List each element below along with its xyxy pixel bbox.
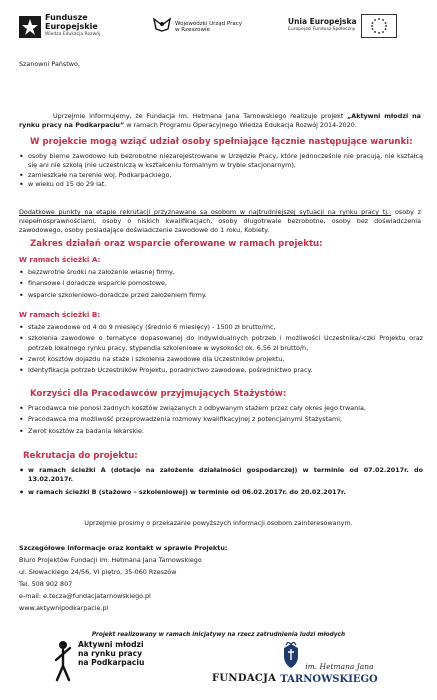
path-a-list xyxy=(19,268,423,300)
eligibility-heading: W projekcie mogą wziąć udział osoby spełniające łącznie następujące warunki: xyxy=(30,137,413,147)
ue-title: Unia Europejska xyxy=(288,17,357,26)
intro-text-1: Uprzejmie informujemy, że Fundacja im. Hetmana Jana Tarnowskiego realizuje projekt xyxy=(53,112,344,120)
project-logo-line-1: Aktywni młodzi xyxy=(78,640,144,649)
fe-subtitle: Wiedza Edukacja Rozwój xyxy=(45,32,101,37)
path-a-heading: W ramach ścieżki A: xyxy=(19,255,101,264)
fundusze-europejskie-logo xyxy=(19,14,100,40)
list-item: • w ramach ścieżki A (dotacje na założenie działalności gospodarczej) w terminie od 07.02.2017r. do 13.02.2017r. xyxy=(19,466,423,485)
request-text: Uprzejmie prosimy o przekazanie powyższych informacji osobom zainteresowanym. xyxy=(84,519,353,527)
project-logo-line-2: na rynku pracy xyxy=(78,649,143,658)
path-b-list xyxy=(19,323,423,375)
fundacja-im: im. Hetmana Jana xyxy=(305,662,374,671)
contact-email[interactable]: e-mail: e.tecza@fundacjatarnowskiego.pl xyxy=(19,592,151,600)
extra-points-rest: osoby z niepełnosprawnościami, osoby o niskich kwalifikacjach, osoby długotrwale bezrobotne, osoby bez doświadczenia zawodowego, osoby posiadające doświadczenie zawodowe do 1 roku, Kobiety. xyxy=(19,208,422,235)
project-logo-line-3: na Podkarpaciu xyxy=(78,658,145,667)
employer-heading: Korzyści dla Pracodawców przyjmujących Stażystów: xyxy=(30,389,287,399)
fe-title-1: Fundusze xyxy=(45,13,88,22)
eligibility-list xyxy=(19,152,423,189)
contact-address: ul. Słowackiego 24/56, VI piętro, 35-060 Rzeszów xyxy=(19,568,177,576)
intro-project-name: „Aktywni młodzi na rynku pracy na Podkarpaciu” xyxy=(19,112,421,130)
wup-line-2: w Rzeszowie xyxy=(175,27,210,33)
wup-emblem-icon xyxy=(152,17,172,37)
eu-flag-icon xyxy=(361,14,397,38)
recruitment-heading: Rekrutacja do projektu: xyxy=(23,451,138,461)
list-item: • staże zawodowe od 4 do 9 miesięcy (średnio 6 miesięcy) - 1500 zł brutto/mc, xyxy=(19,323,423,332)
contact-website[interactable]: www.aktywnipodkarpacie.pl xyxy=(19,604,109,612)
list-item: • zamieszkałe na terenie woj. Podkarpackiego, xyxy=(19,171,423,180)
list-item: • osoby bierne zawodowo lub bezrobotne niezarejestrowane w Urzędzie Pracy, które jednocześnie nie pracują, nie kształcą się ani nie szkolą (nie uczestniczą w kształceniu formalnym w trybie stacjonarnym), xyxy=(19,152,423,171)
list-item: • zwrot kosztów dojazdu na staże i szkolenia zawodowe dla Uczestników projektu, xyxy=(19,355,423,364)
person-figure-icon xyxy=(54,640,72,686)
employer-list xyxy=(19,404,423,436)
extra-points-paragraph xyxy=(19,208,421,236)
path-b-heading: W ramach ścieżki B: xyxy=(19,310,101,319)
list-item: • bezzwrotne środki na założenie własnej firmy, xyxy=(19,268,423,277)
list-item: • Pracodawca nie ponosi żadnych kosztów związanych z odbywanym stażem przez cały okres jego trwania, xyxy=(19,404,423,413)
contact-phone: Tel. 508 902 807 xyxy=(19,580,73,588)
list-item: • Zwrot kosztów za badania lekarskie. xyxy=(19,427,423,436)
recruitment-list xyxy=(19,466,423,497)
intro-text-2: w ramach Programu Operacyjnego Wiedza Edukacja Rozwój 2014-2020. xyxy=(126,121,357,130)
fe-star-icon xyxy=(19,16,41,38)
aktywni-mlodzi-logo xyxy=(54,640,144,686)
contact-office: Biuro Projektów Fundacji im. Hetmana Jana Tarnowskiego xyxy=(19,556,202,564)
list-item: • Identyfikacja potrzeb Uczestników Projektu, poradnictwo zawodowe, pośrednictwo pracy. xyxy=(19,366,423,375)
fundacja-logo xyxy=(212,642,378,685)
footer-note: Projekt realizowany w ramach inicjatywy na rzecz zatrudnienia ludzi młodych xyxy=(91,632,346,638)
support-heading: Zakres działań oraz wsparcie oferowane w ramach projektu: xyxy=(30,239,323,249)
coat-of-arms-icon xyxy=(280,642,302,674)
list-item: • Pracodawca ma możliwość przeprowadzenia rozmowy kwalifikacyjnej z potencjalnymi Stażystami, xyxy=(19,415,423,424)
greeting: Szanowni Państwo, xyxy=(19,60,80,68)
wup-line-1: Wojewódzki Urząd Pracy xyxy=(175,20,243,27)
intro-paragraph xyxy=(19,112,421,130)
fundacja-word: FUNDACJA xyxy=(212,673,277,684)
fundacja-name: TARNOWSKIEGO xyxy=(280,674,378,685)
fe-title-2: Europejskie xyxy=(45,21,98,31)
ue-subtitle: Europejski Fundusz Społeczny xyxy=(288,27,356,32)
extra-points-lead: Dodatkowe punkty na etapie rekrutacji przyznawane są osobom w najtrudniejszej sytuacji na rynku pracy tj.: xyxy=(19,208,392,216)
list-item: • wsparcie szkoleniowo-doradcze przed założeniem firmy. xyxy=(19,291,423,300)
list-item: • szkolenia zawodowe o tematyce dopasowanej do indywidualnych potrzeb i możliwości Uczestnika/-czki Projektu oraz potrzeb lokalnego rynku pracy, stypendia szkoleniowe w wysokości ok. 6,56 zł brutto/h, xyxy=(19,334,423,353)
list-item: • finansowe i doradcze wsparcie pomostowe, xyxy=(19,279,423,288)
unia-europejska-logo xyxy=(288,14,397,38)
list-item: • w wieku od 15 do 29 lat. xyxy=(19,180,423,189)
wup-logo xyxy=(152,17,242,37)
contact-heading: Szczegółowe informacje oraz kontakt w sprawie Projektu: xyxy=(19,544,228,552)
list-item: • w ramach ścieżki B (stażowo – szkoleniowej) w terminie od 06.02.2017r. do 20.02.2017r. xyxy=(19,488,423,497)
